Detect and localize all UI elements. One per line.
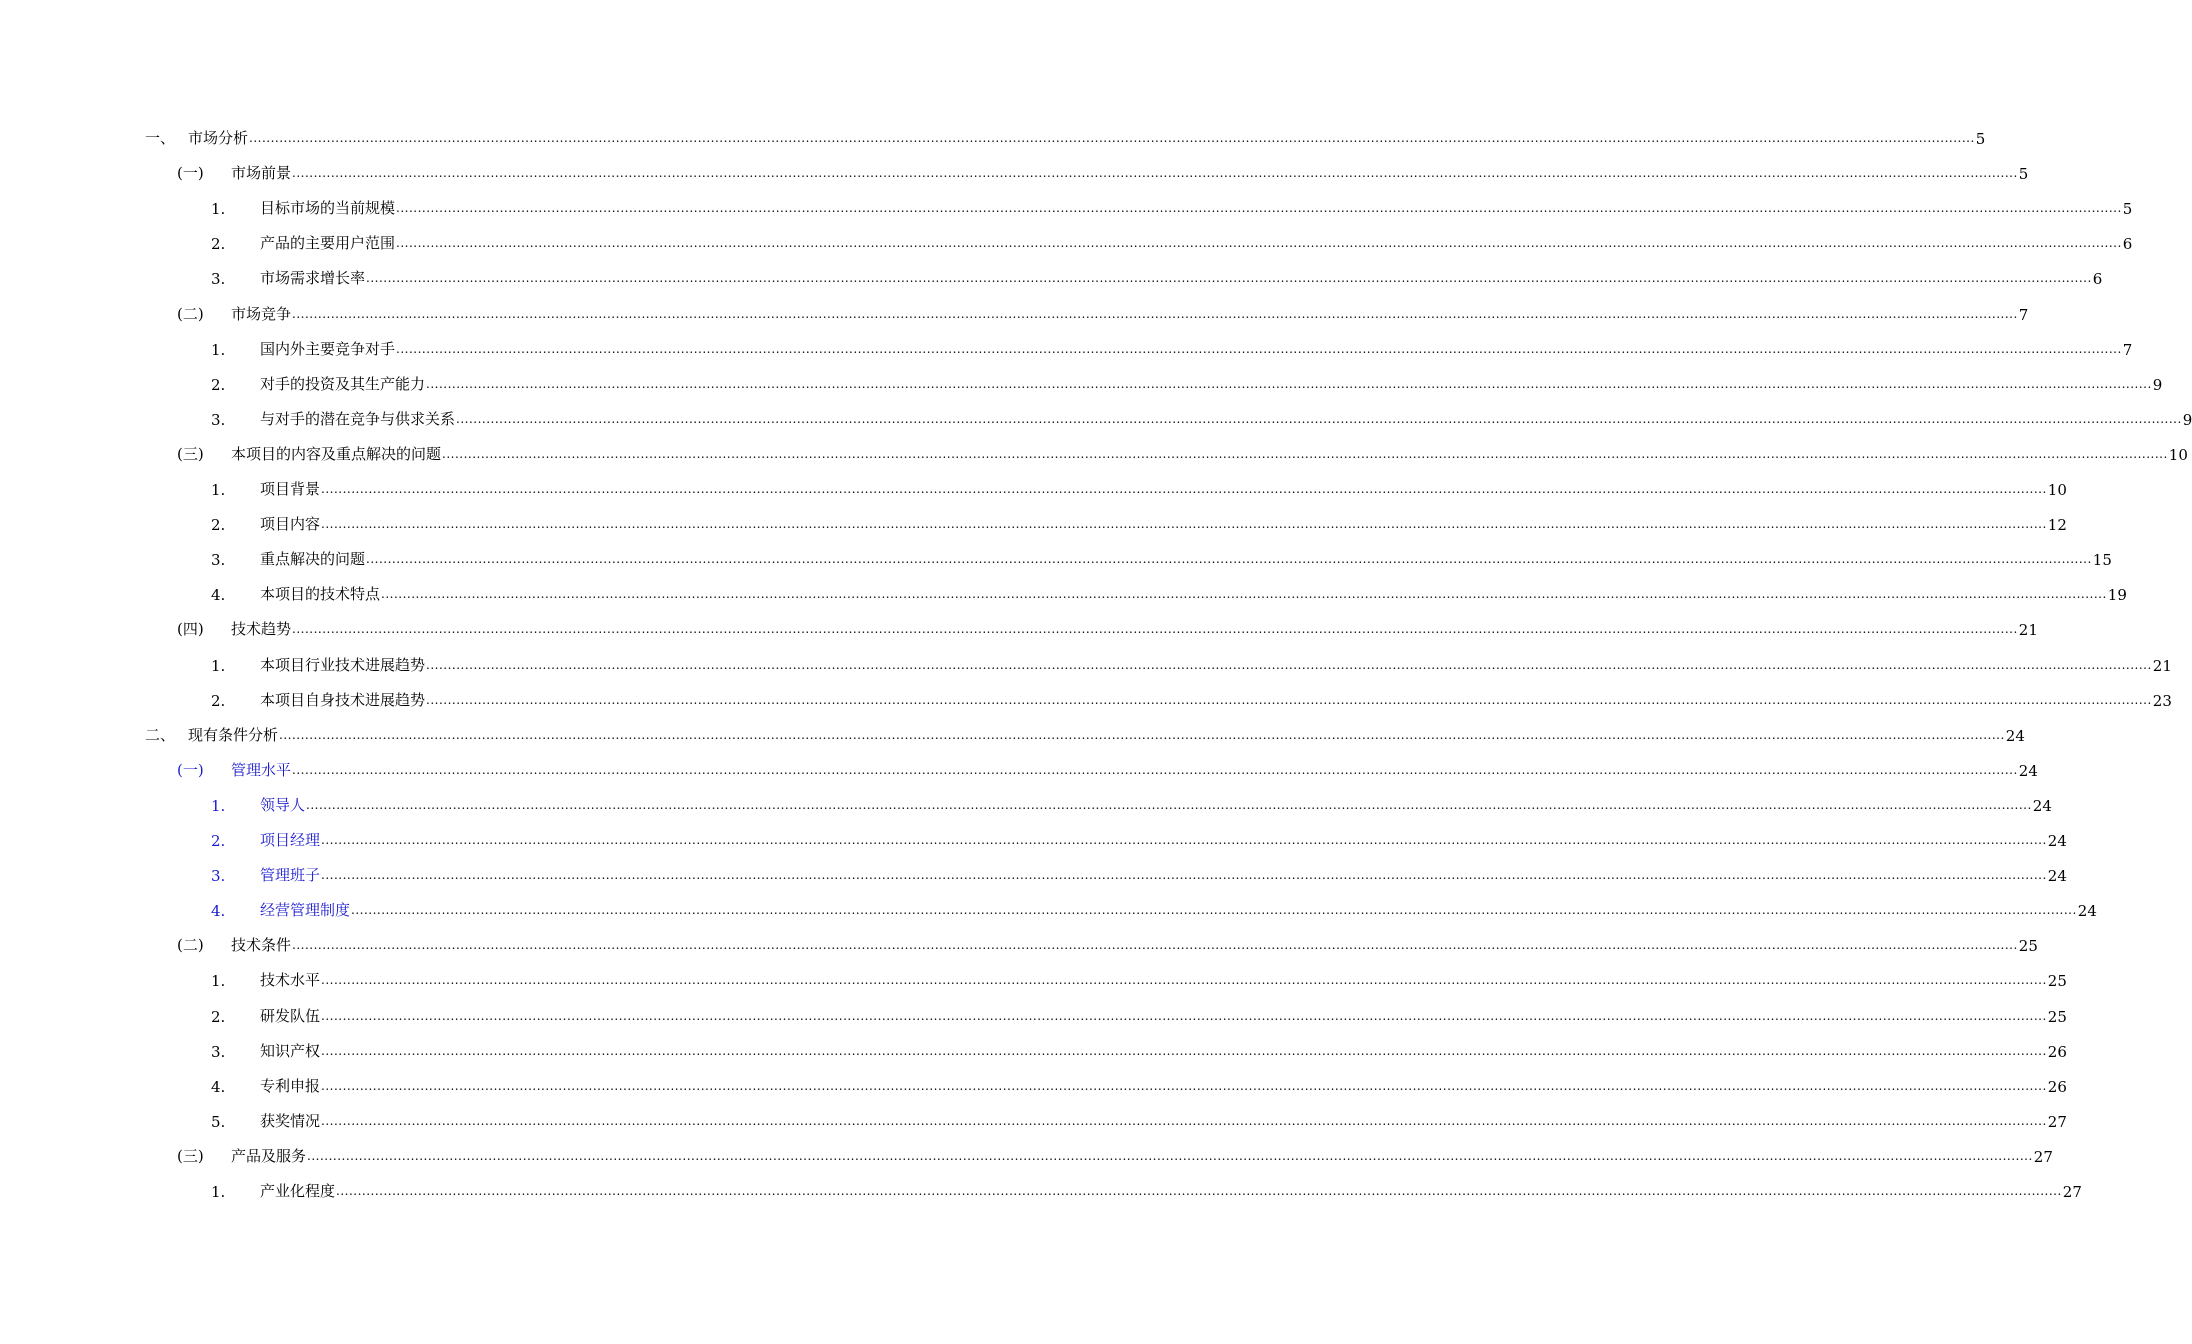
toc-dot-leader: ................................................................................................................................................................................................................................................................................................................................................................................................................	[292, 166, 2018, 181]
toc-dot-leader: ................................................................................................................................................................................................................................................................................................................................................................................................................	[366, 271, 2092, 286]
toc-dot-leader: ................................................................................................................................................................................................................................................................................................................................................................................................................	[292, 938, 2018, 953]
toc-entry-page-number: 12	[2047, 516, 2067, 535]
toc-dot-leader: ................................................................................................................................................................................................................................................................................................................................................................................................................	[426, 376, 2152, 391]
toc-entry-number: (二)	[177, 936, 204, 955]
toc-entry-title: 专利申报	[260, 1076, 321, 1095]
toc-entry-page-number: 27	[2047, 1112, 2067, 1131]
toc-entry-level-3[interactable]	[211, 653, 2172, 675]
toc-entry-number: 3.	[211, 867, 226, 886]
toc-entry-page-number: 10	[2047, 481, 2067, 499]
toc-entry-number: (一)	[177, 760, 204, 779]
toc-entry-title: 对手的投资及其生产能力	[260, 374, 426, 393]
toc-entry-number: 1.	[211, 656, 226, 675]
toc-entry-number: 2.	[211, 832, 226, 850]
toc-dot-leader: ................................................................................................................................................................................................................................................................................................................................................................................................................	[456, 411, 2182, 426]
toc-entry-title: 技术水平	[260, 971, 321, 990]
toc-entry-title: 市场竞争	[231, 304, 292, 323]
toc-entry-level-3[interactable]	[211, 196, 2133, 219]
toc-entry-number: 1.	[211, 1183, 226, 1201]
toc-entry-level-3[interactable]	[211, 688, 2172, 710]
toc-dot-leader: ................................................................................................................................................................................................................................................................................................................................................................................................................	[351, 903, 2077, 918]
toc-entry-title: 产品及服务	[231, 1146, 307, 1165]
toc-dot-leader: ................................................................................................................................................................................................................................................................................................................................................................................................................	[292, 306, 2018, 321]
toc-entry-level-1[interactable]	[145, 126, 1986, 148]
toc-entry-title: 获奖情况	[260, 1111, 321, 1130]
toc-entry-page-number: 9	[2182, 410, 2192, 429]
toc-entry-page-number: 24	[2018, 761, 2038, 780]
toc-entry-level-1[interactable]	[145, 723, 2025, 745]
toc-entry-page-number: 6	[2092, 270, 2103, 289]
toc-entry-level-2[interactable]	[177, 1144, 2053, 1166]
toc-entry-page-number: 27	[2033, 1147, 2053, 1166]
toc-entry-title: 管理水平	[231, 760, 292, 779]
toc-entry-title: 管理班子	[260, 866, 321, 885]
toc-entry-number: 一、	[145, 129, 176, 147]
toc-entry-page-number: 9	[2152, 375, 2163, 394]
toc-entry-title: 项目内容	[260, 515, 321, 534]
toc-entry-page-number: 25	[2018, 937, 2038, 956]
toc-entry-number: 1.	[211, 481, 226, 499]
toc-dot-leader: ................................................................................................................................................................................................................................................................................................................................................................................................................	[366, 552, 2092, 567]
toc-entry-number: 5.	[211, 1112, 226, 1131]
toc-entry-level-2[interactable]	[177, 933, 2038, 956]
toc-entry-page-number: 24	[2005, 726, 2025, 745]
toc-entry-level-3[interactable]	[211, 1074, 2067, 1096]
toc-entry-number: 二、	[145, 725, 176, 744]
toc-entry-number: 1.	[211, 796, 226, 815]
toc-entry-level-3[interactable]	[211, 231, 2133, 254]
toc-dot-leader: ................................................................................................................................................................................................................................................................................................................................................................................................................	[426, 657, 2152, 672]
toc-dot-leader: ................................................................................................................................................................................................................................................................................................................................................................................................................	[381, 587, 2107, 602]
toc-entry-number: 1.	[211, 340, 226, 359]
toc-entry-number: 1.	[211, 972, 226, 991]
toc-entry-level-2[interactable]	[177, 161, 2029, 184]
toc-entry-level-3[interactable]	[211, 968, 2067, 991]
toc-entry-level-3[interactable]	[211, 1179, 2082, 1201]
toc-entry-level-2[interactable]	[177, 617, 2038, 640]
toc-dot-leader: ................................................................................................................................................................................................................................................................................................................................................................................................................	[321, 1078, 2047, 1093]
toc-entry-level-3[interactable]	[211, 1004, 2067, 1026]
toc-entry-title: 本项目的内容及重点解决的问题	[231, 444, 442, 463]
toc-entry-number: 4.	[211, 1077, 226, 1096]
toc-entry-title: 产品的主要用户范围	[260, 234, 396, 253]
toc-entry-title: 市场分析	[188, 129, 249, 147]
toc-entry-title: 国内外主要竞争对手	[260, 339, 396, 358]
toc-entry-page-number: 24	[2032, 796, 2052, 815]
toc-entry-page-number: 15	[2092, 551, 2112, 570]
toc-dot-leader: ................................................................................................................................................................................................................................................................................................................................................................................................................	[321, 973, 2047, 988]
toc-dot-leader: ................................................................................................................................................................................................................................................................................................................................................................................................................	[396, 201, 2122, 216]
toc-entry-title: 领导人	[260, 795, 306, 814]
toc-entry-title: 与对手的潜在竞争与供求关系	[260, 409, 456, 428]
toc-entry-page-number: 26	[2047, 1042, 2067, 1061]
toc-dot-leader: ................................................................................................................................................................................................................................................................................................................................................................................................................	[321, 1008, 2047, 1023]
toc-entry-title: 项目背景	[260, 480, 321, 498]
toc-entry-number: 4.	[211, 586, 226, 605]
toc-entry-title: 知识产权	[260, 1041, 321, 1060]
toc-entry-level-3[interactable]	[211, 337, 2133, 359]
toc-entry-number: 1.	[211, 200, 226, 219]
toc-dot-leader: ................................................................................................................................................................................................................................................................................................................................................................................................................	[321, 482, 2047, 496]
toc-entry-number: 2.	[211, 516, 226, 535]
toc-entry-level-2[interactable]	[177, 758, 2038, 780]
toc-entry-title: 现有条件分析	[188, 725, 279, 744]
toc-entry-page-number: 7	[2122, 340, 2133, 359]
toc-entry-level-3[interactable]	[211, 582, 2127, 605]
toc-entry-title: 市场需求增长率	[260, 269, 366, 288]
toc-entry-number: 2.	[211, 235, 226, 254]
toc-entry-level-3[interactable]	[211, 898, 2097, 921]
toc-entry-level-2[interactable]	[177, 442, 2188, 464]
toc-entry-level-2[interactable]	[177, 302, 2029, 324]
toc-entry-title: 产业化程度	[260, 1182, 336, 1200]
toc-dot-leader: ................................................................................................................................................................................................................................................................................................................................................................................................................	[321, 868, 2047, 883]
toc-entry-number: 2.	[211, 691, 226, 710]
toc-dot-leader: ................................................................................................................................................................................................................................................................................................................................................................................................................	[321, 1113, 2047, 1128]
toc-dot-leader: ................................................................................................................................................................................................................................................................................................................................................................................................................	[321, 517, 2047, 532]
toc-entry-title: 市场前景	[231, 164, 292, 183]
toc-entry-number: 3.	[211, 270, 226, 289]
toc-entry-title: 目标市场的当前规模	[260, 199, 396, 218]
toc-entry-number: 4.	[211, 902, 226, 921]
toc-entry-level-3[interactable]	[211, 266, 2103, 289]
toc-entry-title: 技术条件	[231, 936, 292, 955]
toc-entry-level-3[interactable]	[211, 863, 2067, 886]
toc-entry-title: 本项目的技术特点	[260, 585, 381, 604]
toc-entry-title: 经营管理制度	[260, 901, 351, 920]
toc-entry-page-number: 26	[2047, 1077, 2067, 1096]
toc-dot-leader: ................................................................................................................................................................................................................................................................................................................................................................................................................	[249, 131, 1975, 145]
toc-entry-level-3[interactable]	[211, 477, 2067, 499]
toc-dot-leader: ................................................................................................................................................................................................................................................................................................................................................................................................................	[396, 341, 2122, 356]
toc-entry-page-number: 19	[2107, 586, 2127, 605]
toc-entry-page-number: 25	[2047, 972, 2067, 991]
toc-entry-title: 本项目行业技术进展趋势	[260, 655, 426, 674]
toc-entry-page-number: 27	[2062, 1183, 2082, 1201]
toc-entry-number: (三)	[177, 444, 204, 463]
toc-dot-leader: ................................................................................................................................................................................................................................................................................................................................................................................................................	[336, 1184, 2062, 1198]
toc-entry-number: (二)	[177, 304, 204, 323]
toc-entry-page-number: 10	[2168, 445, 2188, 464]
toc-entry-page-number: 25	[2047, 1007, 2067, 1026]
toc-entry-page-number: 7	[2018, 305, 2029, 324]
toc-entry-title: 重点解决的问题	[260, 550, 366, 569]
toc-entry-page-number: 24	[2077, 902, 2097, 921]
toc-entry-title: 项目经理	[260, 831, 321, 849]
toc-entry-title: 研发队伍	[260, 1006, 321, 1025]
toc-entry-number: 2.	[211, 375, 226, 394]
toc-entry-number: (三)	[177, 1146, 204, 1165]
toc-dot-leader: ................................................................................................................................................................................................................................................................................................................................................................................................................	[321, 833, 2047, 847]
toc-entry-level-3[interactable]	[211, 547, 2112, 570]
toc-entry-level-3[interactable]	[211, 512, 2067, 535]
toc-entry-page-number: 6	[2122, 235, 2133, 254]
toc-entry-page-number: 5	[2018, 165, 2029, 184]
toc-entry-number: 3.	[211, 551, 226, 570]
toc-entry-page-number: 24	[2047, 867, 2067, 886]
toc-entry-page-number: 5	[1975, 130, 1986, 148]
toc-entry-page-number: 21	[2018, 621, 2038, 640]
toc-entry-level-3[interactable]	[211, 793, 2052, 815]
toc-entry-page-number: 23	[2152, 691, 2172, 710]
toc-entry-number: (一)	[177, 164, 204, 183]
toc-dot-leader: ................................................................................................................................................................................................................................................................................................................................................................................................................	[279, 727, 2005, 742]
toc-entry-page-number: 5	[2122, 200, 2133, 219]
toc-entry-number: (四)	[177, 620, 204, 639]
toc-entry-title: 本项目自身技术进展趋势	[260, 690, 426, 709]
toc-dot-leader: ................................................................................................................................................................................................................................................................................................................................................................................................................	[426, 692, 2152, 707]
toc-dot-leader: ................................................................................................................................................................................................................................................................................................................................................................................................................	[307, 1148, 2033, 1163]
toc-entry-level-3[interactable]	[211, 407, 2192, 429]
toc-dot-leader: ................................................................................................................................................................................................................................................................................................................................................................................................................	[292, 622, 2018, 637]
toc-entry-level-3[interactable]	[211, 1039, 2067, 1061]
toc-entry-number: 2.	[211, 1007, 226, 1026]
toc-entry-number: 3.	[211, 1042, 226, 1061]
toc-entry-title: 技术趋势	[231, 620, 292, 639]
toc-dot-leader: ................................................................................................................................................................................................................................................................................................................................................................................................................	[321, 1043, 2047, 1058]
toc-entry-level-3[interactable]	[211, 372, 2163, 394]
toc-entry-page-number: 21	[2152, 656, 2172, 675]
toc-dot-leader: ................................................................................................................................................................................................................................................................................................................................................................................................................	[292, 762, 2018, 777]
toc-entry-level-3[interactable]	[211, 828, 2067, 850]
toc-dot-leader: ................................................................................................................................................................................................................................................................................................................................................................................................................	[442, 446, 2168, 461]
toc-entry-level-3[interactable]	[211, 1109, 2067, 1131]
toc-dot-leader: ................................................................................................................................................................................................................................................................................................................................................................................................................	[396, 236, 2122, 251]
toc-dot-leader: ................................................................................................................................................................................................................................................................................................................................................................................................................	[306, 797, 2032, 812]
toc-entry-page-number: 24	[2047, 832, 2067, 850]
toc-entry-number: 3.	[211, 410, 226, 429]
